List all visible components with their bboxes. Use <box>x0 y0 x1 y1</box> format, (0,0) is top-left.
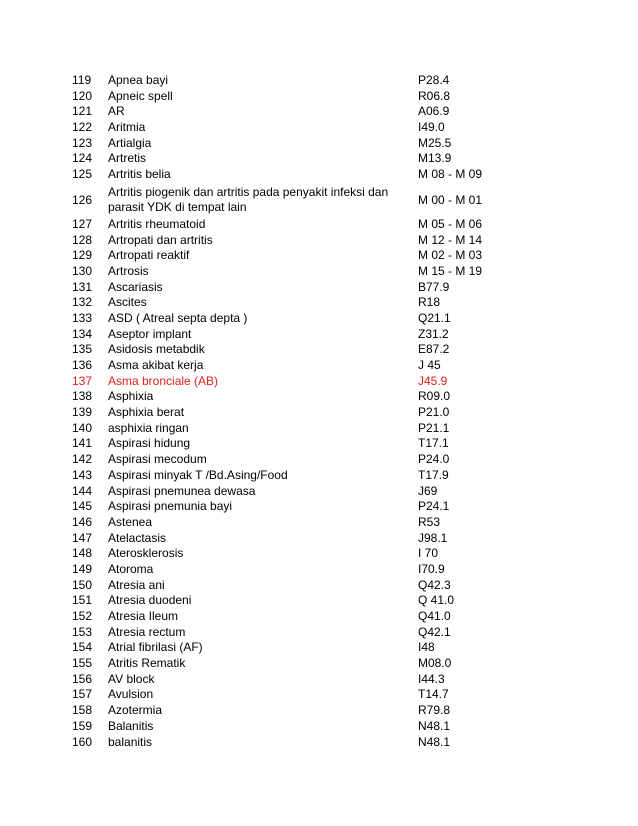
icd-code: J 45 <box>418 358 441 372</box>
diagnosis-name: Aseptor implant <box>108 326 192 341</box>
row-number: 140 <box>72 420 93 435</box>
table-row <box>72 593 492 609</box>
diagnosis-name: Atresia rectum <box>108 624 186 639</box>
row-number: 124 <box>72 151 93 166</box>
table-row <box>72 609 492 625</box>
table-row <box>72 436 492 452</box>
diagnosis-name: Atresia ani <box>108 577 165 592</box>
icd-code: P28.4 <box>418 73 450 87</box>
diagnosis-name: Aspirasi minyak T /Bd.Asing/Food <box>108 467 288 482</box>
row-number: 160 <box>72 734 93 749</box>
table-row <box>72 640 492 656</box>
row-number: 155 <box>72 656 93 671</box>
icd-code: A06.9 <box>418 104 450 119</box>
table-row <box>72 104 492 120</box>
table-row <box>72 248 492 264</box>
diagnosis-name: Apneic spell <box>108 88 173 103</box>
table-row <box>72 719 492 735</box>
diagnosis-name: Artialgia <box>108 135 152 150</box>
icd-code: M13.9 <box>418 151 452 166</box>
row-number: 154 <box>72 640 93 655</box>
diagnosis-name: balanitis <box>108 734 153 749</box>
table-row <box>72 374 492 390</box>
icd-code: M 12 - M 14 <box>418 232 483 247</box>
row-number: 142 <box>72 452 93 467</box>
row-number: 159 <box>72 718 93 733</box>
icd-code: M 15 - M 19 <box>418 263 483 278</box>
row-number: 148 <box>72 546 93 561</box>
row-number: 156 <box>72 671 93 686</box>
icd-code: M 02 - M 03 <box>418 248 483 263</box>
row-number: 153 <box>72 624 93 639</box>
diagnosis-name: asphixia ringan <box>108 420 189 435</box>
icd-code: N48.1 <box>418 734 451 749</box>
icd-code: T17.9 <box>418 467 449 482</box>
icd-code: M08.0 <box>418 656 452 671</box>
diagnosis-name: Aterosklerosis <box>108 546 184 561</box>
table-row <box>72 136 492 152</box>
table-row <box>72 656 492 672</box>
diagnosis-name: AR <box>108 104 125 119</box>
table-row <box>72 167 492 183</box>
diagnosis-name: Apnea bayi <box>108 73 169 87</box>
icd-code: M25.5 <box>418 135 452 150</box>
row-number: 134 <box>72 326 93 341</box>
diagnosis-name: Aspirasi pnemunea dewasa <box>108 483 256 498</box>
icd-code: R53 <box>418 514 441 529</box>
diagnosis-name: Astenea <box>108 514 153 529</box>
diagnosis-name: Ascariasis <box>108 279 163 294</box>
diagnosis-name: Atresia duodeni <box>108 593 192 608</box>
table-row <box>72 452 492 468</box>
table-row <box>72 735 492 751</box>
icd-code: I49.0 <box>418 120 445 135</box>
icd-code: Z31.2 <box>418 326 449 341</box>
diagnosis-code-table <box>72 73 492 750</box>
row-number: 147 <box>72 530 93 545</box>
icd-code: R79.8 <box>418 703 451 718</box>
table-row <box>72 342 492 358</box>
icd-code: J98.1 <box>418 530 448 545</box>
row-number: 136 <box>72 358 93 372</box>
row-number: 130 <box>72 263 93 278</box>
row-number: 132 <box>72 295 93 310</box>
table-row <box>72 311 492 327</box>
icd-code: P24.1 <box>418 499 450 514</box>
diagnosis-name: Atritis Rematik <box>108 656 186 671</box>
table-row <box>72 421 492 437</box>
table-row <box>72 264 492 280</box>
row-number: 122 <box>72 120 93 135</box>
table-row <box>72 515 492 531</box>
diagnosis-name: Asma akibat kerja <box>108 358 204 372</box>
icd-code: R09.0 <box>418 389 451 404</box>
row-number: 144 <box>72 483 93 498</box>
table-row <box>72 499 492 515</box>
table-row <box>72 389 492 405</box>
table-row <box>72 703 492 719</box>
icd-code: I48 <box>418 640 435 655</box>
table-row <box>72 120 492 136</box>
icd-code: T14.7 <box>418 687 449 702</box>
row-number: 133 <box>72 310 93 325</box>
diagnosis-name: Artritis rheumatoid <box>108 216 206 231</box>
row-number: 152 <box>72 609 93 623</box>
table-row <box>72 295 492 311</box>
row-number: 150 <box>72 577 93 592</box>
row-number: 157 <box>72 687 93 702</box>
table-row <box>72 468 492 484</box>
table-row <box>72 562 492 578</box>
row-number: 129 <box>72 248 93 263</box>
row-number: 149 <box>72 561 93 576</box>
icd-code: E87.2 <box>418 342 450 357</box>
diagnosis-name: Atrial fibrilasi (AF) <box>108 640 203 655</box>
diagnosis-name: Ascites <box>108 295 147 310</box>
icd-code: T17.1 <box>418 436 449 451</box>
icd-code: Q 41.0 <box>418 593 455 608</box>
icd-code: P21.1 <box>418 420 450 435</box>
diagnosis-name: Aspirasi pnemunia bayi <box>108 499 233 514</box>
table-row <box>72 183 492 217</box>
diagnosis-name: Asphixia <box>108 389 154 404</box>
diagnosis-name: Aspirasi hidung <box>108 436 191 451</box>
row-number: 135 <box>72 342 93 357</box>
table-row <box>72 233 492 249</box>
icd-code: Q41.0 <box>418 609 451 623</box>
table-row <box>72 687 492 703</box>
icd-code: P21.0 <box>418 405 450 420</box>
diagnosis-name: Balanitis <box>108 718 154 733</box>
row-number: 121 <box>72 104 93 119</box>
row-number: 123 <box>72 135 93 150</box>
diagnosis-name: Azotermia <box>108 703 163 718</box>
diagnosis-name: Artretis <box>108 151 147 166</box>
table-row <box>72 405 492 421</box>
table-row <box>72 327 492 343</box>
diagnosis-name: AV block <box>108 671 155 686</box>
diagnosis-name: Artritis piogenik dan artritis pada penyakit infeksi dan parasit YDK di tempat lain <box>108 185 389 214</box>
icd-code: Q42.1 <box>418 624 451 639</box>
diagnosis-name: Avulsion <box>108 687 154 702</box>
row-number: 126 <box>72 192 93 207</box>
row-number: 137 <box>72 373 93 388</box>
diagnosis-name: Aritmia <box>108 120 146 135</box>
icd-code: I70.9 <box>418 561 445 576</box>
diagnosis-name: Artritis belia <box>108 167 171 182</box>
row-number: 125 <box>72 167 93 182</box>
row-number: 127 <box>72 216 93 231</box>
icd-code: J45.9 <box>418 373 448 388</box>
table-row <box>72 625 492 641</box>
row-number: 139 <box>72 405 93 420</box>
row-number: 151 <box>72 593 93 608</box>
icd-code: M 00 - M 01 <box>418 192 483 207</box>
diagnosis-name: Artropati reaktif <box>108 248 190 263</box>
row-number: 131 <box>72 279 93 294</box>
row-number: 138 <box>72 389 93 404</box>
icd-code: P24.0 <box>418 452 450 467</box>
row-number: 120 <box>72 88 93 103</box>
diagnosis-name: Aspirasi mecodum <box>108 452 207 467</box>
icd-code: R06.8 <box>418 88 451 103</box>
icd-code: B77.9 <box>418 279 450 294</box>
row-number: 146 <box>72 514 93 529</box>
icd-code: R18 <box>418 295 441 310</box>
icd-code: J69 <box>418 483 438 498</box>
row-number: 128 <box>72 232 93 247</box>
icd-code: M 08 - M 09 <box>418 167 483 182</box>
icd-code: Q42.3 <box>418 577 451 592</box>
diagnosis-name: Atelactasis <box>108 530 167 545</box>
diagnosis-name: Atresia Ileum <box>108 609 179 623</box>
row-number: 143 <box>72 467 93 482</box>
table-row <box>72 89 492 105</box>
table-row <box>72 546 492 562</box>
row-number: 158 <box>72 703 93 718</box>
table-row <box>72 531 492 547</box>
diagnosis-name: Asphixia berat <box>108 405 185 420</box>
diagnosis-name: ASD ( Atreal septa depta ) <box>108 310 248 325</box>
row-number: 119 <box>72 73 92 87</box>
icd-code: I 70 <box>418 546 439 561</box>
icd-code: Q21.1 <box>418 310 451 325</box>
row-number: 141 <box>72 436 93 451</box>
diagnosis-name: Asma bronciale (AB) <box>108 373 219 388</box>
table-row <box>72 578 492 594</box>
diagnosis-name: Asidosis metabdik <box>108 342 205 357</box>
diagnosis-name: Artropati dan artritis <box>108 232 213 247</box>
table-row <box>72 358 492 374</box>
table-row <box>72 73 492 89</box>
diagnosis-name: Atoroma <box>108 561 154 576</box>
diagnosis-name: Artrosis <box>108 263 149 278</box>
table-row <box>72 217 492 233</box>
table-row <box>72 280 492 296</box>
row-number: 145 <box>72 499 93 514</box>
icd-code: I44.3 <box>418 671 445 686</box>
table-row <box>72 151 492 167</box>
icd-code: N48.1 <box>418 718 451 733</box>
table-row <box>72 484 492 500</box>
icd-code: M 05 - M 06 <box>418 216 483 231</box>
table-row <box>72 672 492 688</box>
